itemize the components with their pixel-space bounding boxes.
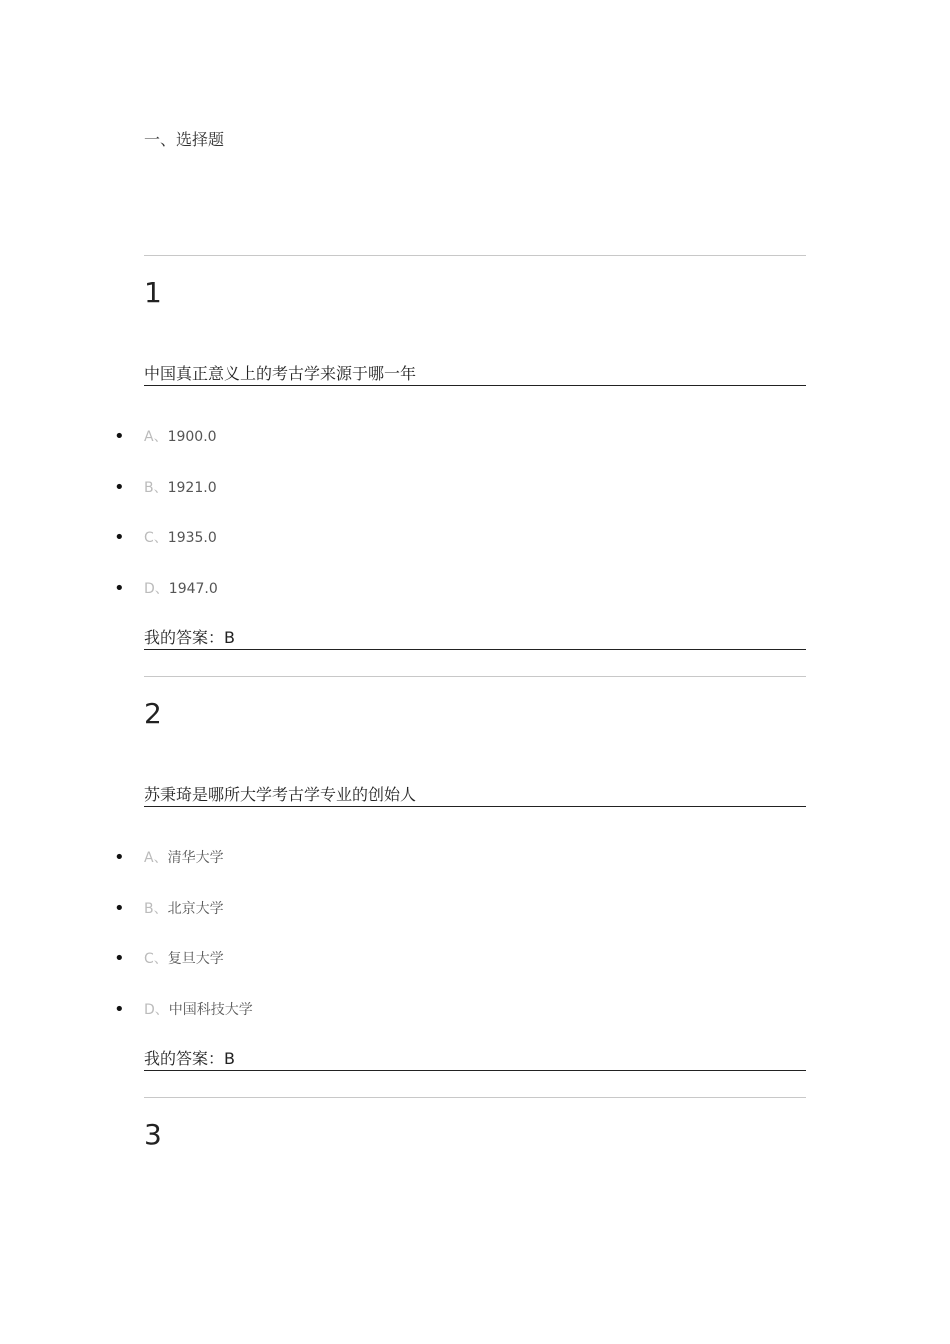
option-letter: D、: [144, 581, 169, 597]
question-number: 3: [144, 1118, 162, 1151]
option-letter: C、: [144, 951, 168, 967]
my-answer: 我的答案：B: [144, 627, 806, 650]
option-text: 清华大学: [167, 850, 224, 866]
bullet-dot-icon: •: [114, 477, 125, 498]
option-text: 中国科技大学: [168, 1002, 253, 1018]
my-answer: 我的答案：B: [144, 1048, 806, 1071]
option-letter: B、: [144, 480, 168, 496]
question-divider: [144, 676, 806, 677]
option-c[interactable]: [114, 948, 224, 969]
bullet-dot-icon: •: [114, 948, 125, 969]
bullet-dot-icon: •: [114, 898, 125, 919]
option-letter: B、: [144, 901, 168, 917]
question-number: 1: [144, 276, 162, 309]
option-text: 1935.0: [167, 530, 217, 546]
option-letter: A、: [144, 850, 168, 866]
option-b[interactable]: [114, 477, 217, 498]
option-d[interactable]: [114, 578, 218, 599]
section-heading: 一、选择题: [144, 130, 225, 149]
option-a[interactable]: [114, 847, 224, 868]
bullet-dot-icon: •: [114, 426, 125, 447]
option-text: 复旦大学: [167, 951, 224, 967]
question-divider: [144, 1097, 806, 1098]
option-letter: A、: [144, 429, 168, 445]
option-text: 1947.0: [168, 581, 218, 597]
option-d[interactable]: [114, 999, 253, 1020]
option-c[interactable]: [114, 527, 217, 548]
bullet-dot-icon: •: [114, 578, 125, 599]
option-text: 1900.0: [167, 429, 217, 445]
question-divider: [144, 255, 806, 256]
question-text: 苏秉琦是哪所大学考古学专业的创始人: [144, 784, 806, 807]
bullet-dot-icon: •: [114, 847, 125, 868]
option-letter: D、: [144, 1002, 169, 1018]
option-a[interactable]: [114, 426, 217, 447]
option-b[interactable]: [114, 898, 224, 919]
option-text: 1921.0: [167, 480, 217, 496]
option-text: 北京大学: [167, 901, 224, 917]
bullet-dot-icon: •: [114, 999, 125, 1020]
option-letter: C、: [144, 530, 168, 546]
question-text: 中国真正意义上的考古学来源于哪一年: [144, 363, 806, 386]
question-number: 2: [144, 697, 162, 730]
bullet-dot-icon: •: [114, 527, 125, 548]
